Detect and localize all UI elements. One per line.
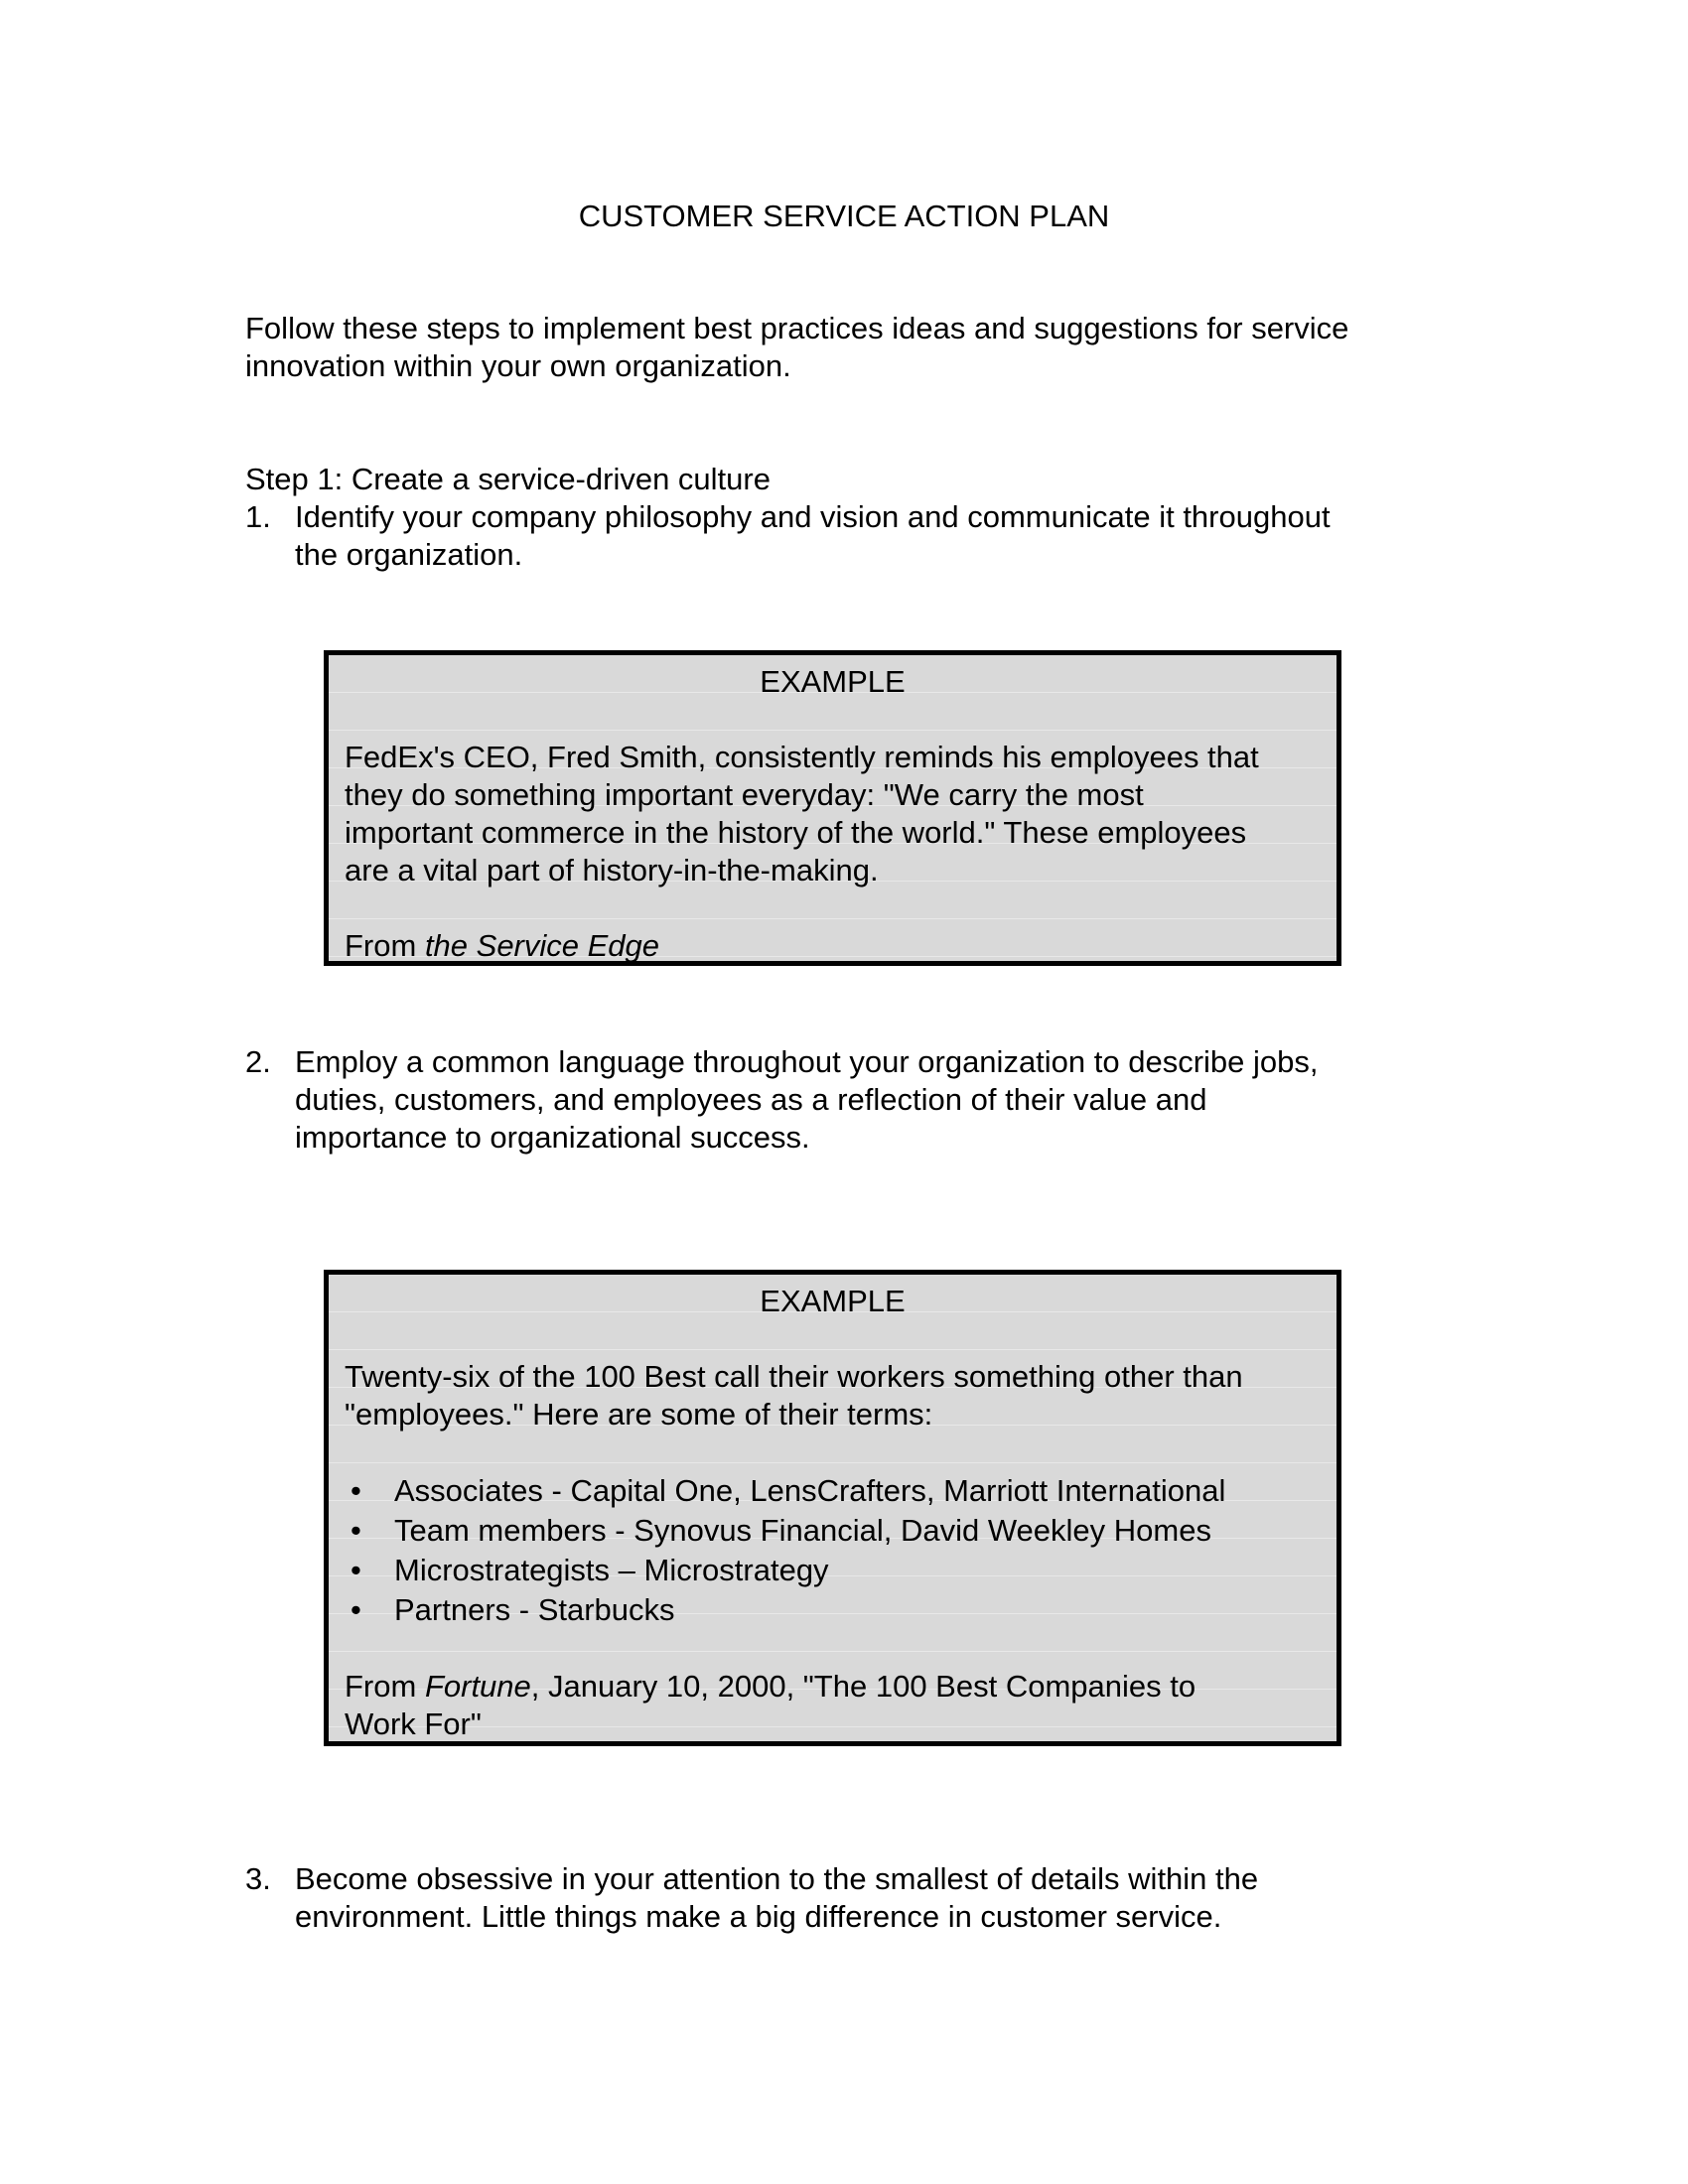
source-prefix: From [345, 1669, 425, 1704]
source-prefix: From [345, 928, 425, 963]
terms-list-item [345, 1511, 1321, 1551]
example-box-fortune [324, 1270, 1341, 1746]
example-line: important commerce in the history of the world." These employees [345, 815, 1247, 850]
list-item-1 [245, 498, 1437, 574]
example-source-line2: Work For" [345, 1706, 482, 1741]
item-line: duties, customers, and employees as a reflection of their value and [295, 1082, 1207, 1117]
bullet-icon: • [351, 1513, 361, 1548]
term-text: Associates - Capital One, LensCrafters, Marriott International [394, 1473, 1226, 1508]
step1-heading: Step 1: Create a service-driven culture [245, 462, 771, 496]
source-title: the Service Edge [424, 928, 660, 963]
item-line: Employ a common language throughout your organization to describe jobs, [295, 1044, 1319, 1079]
term-text: Microstrategists – Microstrategy [394, 1553, 829, 1587]
example-source [345, 927, 1321, 965]
example-source [345, 1668, 1321, 1706]
page-title: CUSTOMER SERVICE ACTION PLAN [578, 199, 1110, 233]
example-line: FedEx's CEO, Fred Smith, consistently reminds his employees that [345, 740, 1259, 774]
example-line: they do something important everyday: "We carry the most [345, 777, 1144, 812]
list-item-3 [245, 1860, 1437, 1936]
item-line: Become obsessive in your attention to the smallest of details within the [295, 1861, 1259, 1896]
example-heading: EXAMPLE [760, 1284, 906, 1318]
list-item-2 [245, 1043, 1437, 1157]
terms-list-item [345, 1551, 1321, 1590]
bullet-icon: • [351, 1592, 361, 1627]
intro-line: innovation within your own organization. [245, 348, 791, 383]
example-line: Twenty-six of the 100 Best call their workers something other than [345, 1359, 1243, 1394]
item-number: 2. [245, 1044, 271, 1079]
terms-list-item [345, 1471, 1321, 1511]
item-line: Identify your company philosophy and vision and communicate it throughout [295, 499, 1331, 534]
bullet-icon: • [351, 1473, 361, 1508]
bullet-icon: • [351, 1553, 361, 1587]
intro-paragraph [245, 310, 1457, 385]
item-line: the organization. [295, 537, 523, 572]
item-number: 1. [245, 499, 271, 534]
intro-line: Follow these steps to implement best practices ideas and suggestions for service [245, 311, 1349, 345]
terms-list-item [345, 1590, 1321, 1630]
example-heading: EXAMPLE [760, 664, 906, 699]
item-line: importance to organizational success. [295, 1120, 810, 1155]
item-line: environment. Little things make a big difference in customer service. [295, 1899, 1222, 1934]
terms-list [345, 1471, 1321, 1630]
source-title: Fortune [424, 1669, 531, 1704]
example-box-fedex [324, 650, 1341, 966]
term-text: Partners - Starbucks [394, 1592, 675, 1627]
example-line: are a vital part of history-in-the-making. [345, 853, 879, 887]
term-text: Team members - Synovus Financial, David Weekley Homes [394, 1513, 1211, 1548]
source-rest: , January 10, 2000, "The 100 Best Companies to [530, 1669, 1196, 1704]
example-line: "employees." Here are some of their terms: [345, 1397, 933, 1432]
item-number: 3. [245, 1861, 271, 1896]
